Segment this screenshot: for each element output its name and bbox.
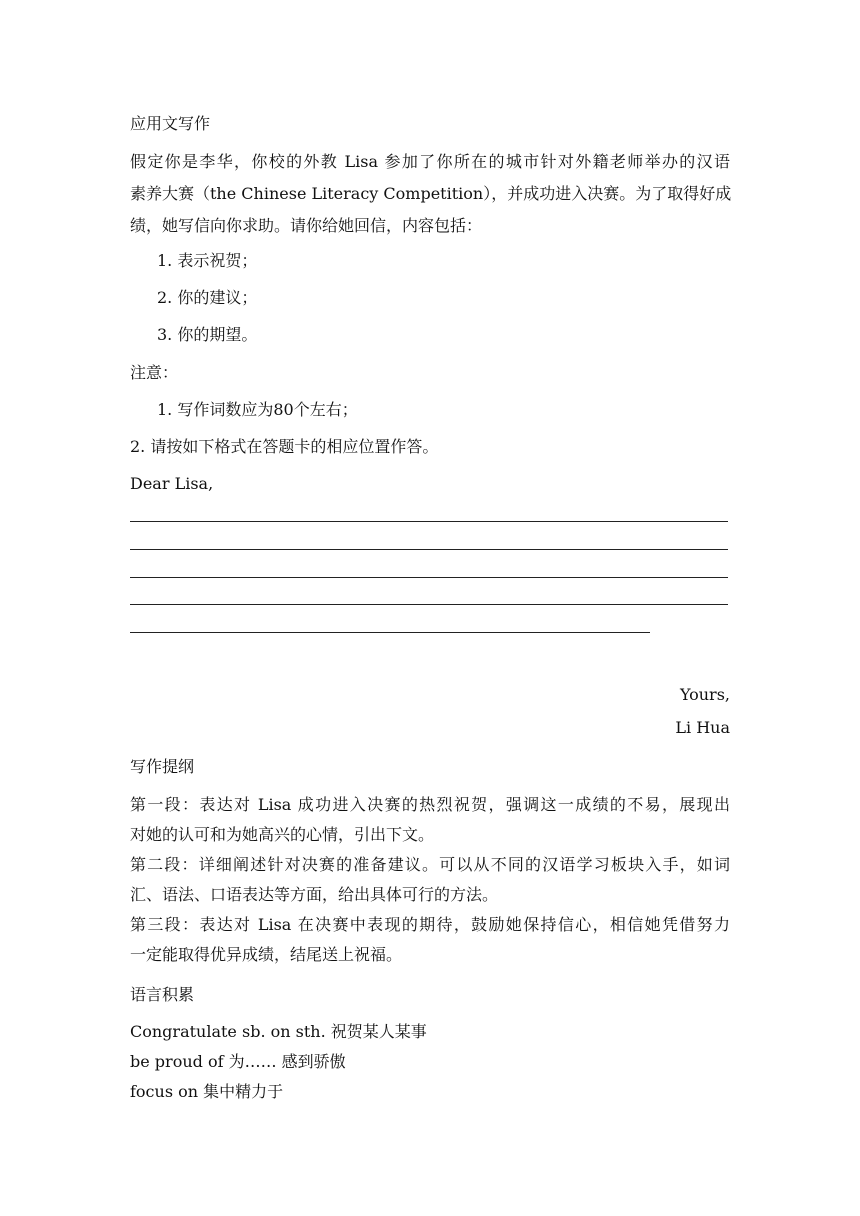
- outline-paragraph-1: [130, 795, 730, 815]
- content-item: 3. 你的期望。: [157, 325, 258, 344]
- salutation: Dear Lisa,: [130, 474, 214, 493]
- answer-line: [130, 521, 728, 522]
- section-heading: 应用文写作: [130, 114, 211, 133]
- closing: Yours,: [679, 685, 730, 704]
- note-item: 2. 请按如下格式在答题卡的相应位置作答。: [130, 437, 439, 456]
- outline-line: 第三段：表达对 Lisa 在决赛中表现的期待，鼓励她保持信心，相信她凭借努力: [130, 915, 730, 934]
- content-item: 2. 你的建议；: [157, 288, 258, 307]
- outline-title: 写作提纲: [130, 757, 195, 776]
- answer-line: [130, 577, 728, 578]
- prompt-line: 绩，她写信向你求助。请你给她回信，内容包括：: [130, 216, 483, 235]
- answer-line: [130, 604, 728, 605]
- outline-line: 第一段：表达对 Lisa 成功进入决赛的热烈祝贺，强调这一成绩的不易，展现出: [130, 795, 730, 814]
- vocab-item: Congratulate sb. on sth. 祝贺某人某事: [130, 1022, 427, 1041]
- outline-paragraph-2: [130, 855, 730, 875]
- content-item: 1. 表示祝贺；: [157, 251, 258, 270]
- vocab-item: focus on 集中精力于: [130, 1082, 284, 1101]
- outline-line: 对她的认可和为她高兴的心情，引出下文。: [130, 825, 435, 844]
- note-item: 1. 写作词数应为80个左右；: [157, 400, 358, 419]
- prompt-line: 素养大赛（the Chinese Literacy Competition），并成功进入决赛。为了取得好成: [130, 184, 732, 203]
- outline-paragraph-3: [130, 915, 730, 935]
- answer-line: [130, 632, 650, 633]
- vocab-title: 语言积累: [130, 985, 195, 1004]
- prompt-line: 假定你是李华，你校的外教 Lisa 参加了你所在的城市针对外籍老师举办的汉语: [130, 152, 730, 171]
- answer-line: [130, 549, 728, 550]
- outline-line: 汇、语法、口语表达等方面，给出具体可行的方法。: [130, 885, 499, 904]
- outline-line: 一定能取得优异成绩，结尾送上祝福。: [130, 945, 403, 964]
- outline-line: 第二段：详细阐述针对决赛的准备建议。可以从不同的汉语学习板块入手，如词: [130, 855, 730, 874]
- prompt-paragraph: [130, 152, 730, 216]
- vocab-item: be proud of 为…… 感到骄傲: [130, 1052, 346, 1071]
- notes-label: 注意：: [130, 363, 179, 382]
- signature: Li Hua: [675, 718, 730, 737]
